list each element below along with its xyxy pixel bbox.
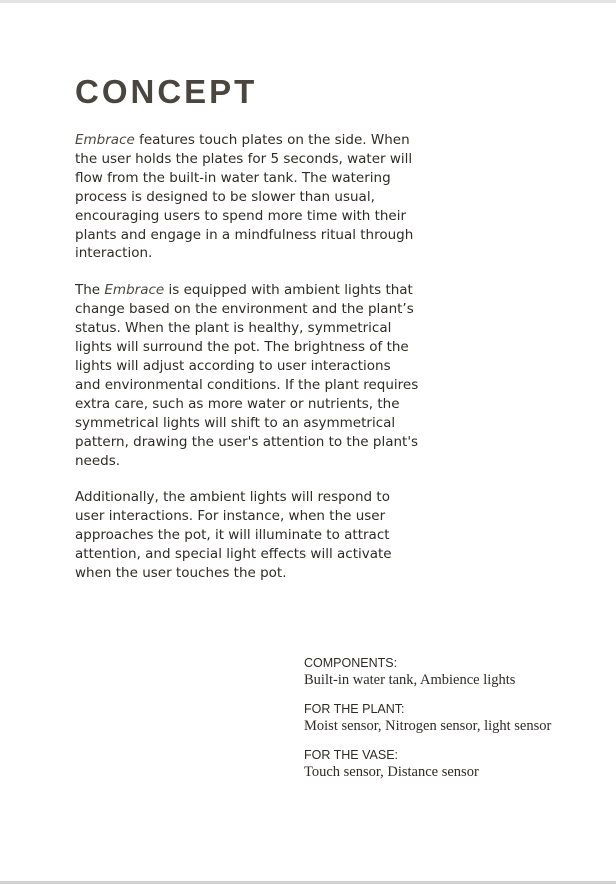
spec-for-the-plant: [304, 702, 604, 736]
paragraph-light-interactions: [75, 488, 420, 583]
spec-label: COMPONENTS:: [304, 656, 398, 670]
spec-for-the-vase: [304, 748, 604, 782]
paragraph-text: is equipped with ambient lights that change based on the environment and the plant’s status. When the plant is healthy, symmetrical lights will surround the pot. The brightness of the lights will adjust according to user interactions and environmental conditions. If the plant requires extra care, such as more water or nutrients, the symmetrical lights will shift to an asymmetrical pattern, drawing the user's attention to the plant's needs.: [75, 282, 419, 469]
page-title: CONCEPT: [75, 73, 258, 110]
spec-value: Moist sensor, Nitrogen sensor, light sensor: [304, 718, 552, 734]
paragraph-ambient-lights: [75, 281, 420, 470]
spec-label: FOR THE PLANT:: [304, 702, 405, 716]
spec-value: Touch sensor, Distance sensor: [304, 764, 479, 780]
paragraph-text: features touch plates on the side. When the user holds the plates for 5 seconds, water will flow from the built-in water tank. The watering process is designed to be slower than usual, encouraging users to spend more time with their plants and engage in a mindfulness ritual through interaction.: [75, 132, 414, 262]
product-name: Embrace: [75, 132, 135, 148]
spec-components: [304, 656, 604, 690]
concept-body: [75, 131, 420, 601]
paragraph-text: Additionally, the ambient lights will respond to user interactions. For instance, when the user approaches the pot, it will illuminate to attract attention, and special light effects will activate when the user touches the pot.: [75, 489, 392, 582]
paragraph-touch-plates: [75, 131, 420, 263]
spec-value: Built-in water tank, Ambience lights: [304, 672, 516, 688]
product-name: Embrace: [104, 282, 165, 299]
spec-label: FOR THE VASE:: [304, 748, 399, 762]
top-page-edge: [0, 0, 616, 3]
spec-list: [304, 656, 604, 794]
paragraph-prefix: The: [75, 282, 105, 299]
